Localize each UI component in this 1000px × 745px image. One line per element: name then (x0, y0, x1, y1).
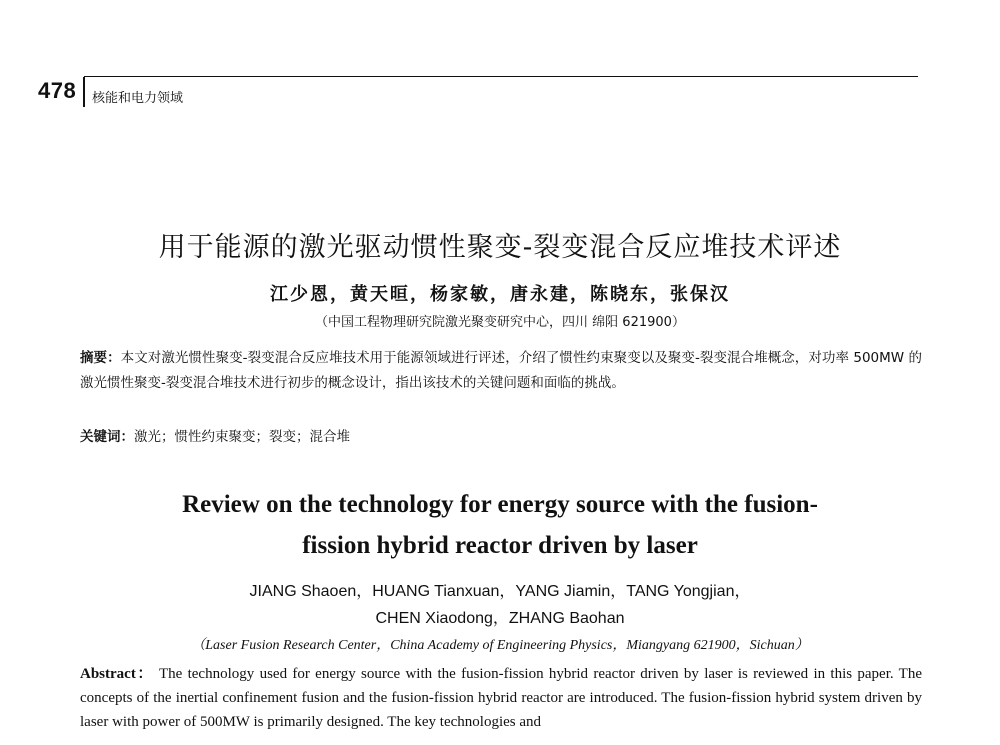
english-title-line-1: Review on the technology for energy source with the fusion- (182, 491, 818, 518)
header-divider (83, 77, 85, 107)
header-rule (84, 76, 918, 77)
chinese-keywords-text: 激光；惯性约束聚变；裂变；混合堆 (134, 429, 350, 445)
chinese-abstract (80, 346, 922, 396)
page-number: 478 (38, 78, 77, 103)
english-abstract-label: Abstract： (80, 666, 154, 682)
chinese-title: 用于能源的激光驱动惯性聚变-裂变混合反应堆技术评述 (158, 232, 842, 263)
english-abstract (80, 662, 922, 734)
english-title-line-2: fission hybrid reactor driven by laser (302, 532, 698, 559)
english-affiliation: （Laser Fusion Research Center，China Academy of Engineering Physics，Miangyang 621900，Sichuan） (191, 638, 809, 653)
chinese-abstract-label: 摘要： (80, 350, 121, 366)
english-authors (0, 578, 1000, 632)
english-authors-line-1: JIANG Shaoen，HUANG Tianxuan，YANG Jiamin，TANG Yongjian， (249, 583, 751, 600)
chinese-authors: 江少恩，黄天晅，杨家敏，唐永建，陈晓东，张保汉 (270, 284, 730, 305)
journal-section: 核能和电力领域 (92, 91, 184, 106)
chinese-abstract-text: 本文对激光惯性聚变-裂变混合反应堆技术用于能源领域进行评述，介绍了惯性约束聚变以及聚变-裂变混合堆概念，对功率 500MW 的激光惯性聚变-裂变混合堆技术进行初步的概念设计，指出该技术的关键问题和面临的挑战。 (80, 350, 922, 391)
chinese-keywords (80, 425, 922, 445)
english-abstract-text: The technology used for energy source with the fusion-fission hybrid reactor driven by laser is reviewed in this paper. The concepts of the inertial confinement fusion and the fusion-fission hybrid reactor are introduced. The fusion-fission hybrid system driven by laser with power of 500MW is primarily designed. The key technologies and (80, 666, 922, 730)
chinese-keywords-label: 关键词： (80, 429, 134, 445)
english-authors-line-2: CHEN Xiaodong，ZHANG Baohan (375, 610, 625, 627)
chinese-affiliation: （中国工程物理研究院激光聚变研究中心，四川 绵阳 621900） (315, 315, 685, 330)
english-title (0, 484, 1000, 566)
